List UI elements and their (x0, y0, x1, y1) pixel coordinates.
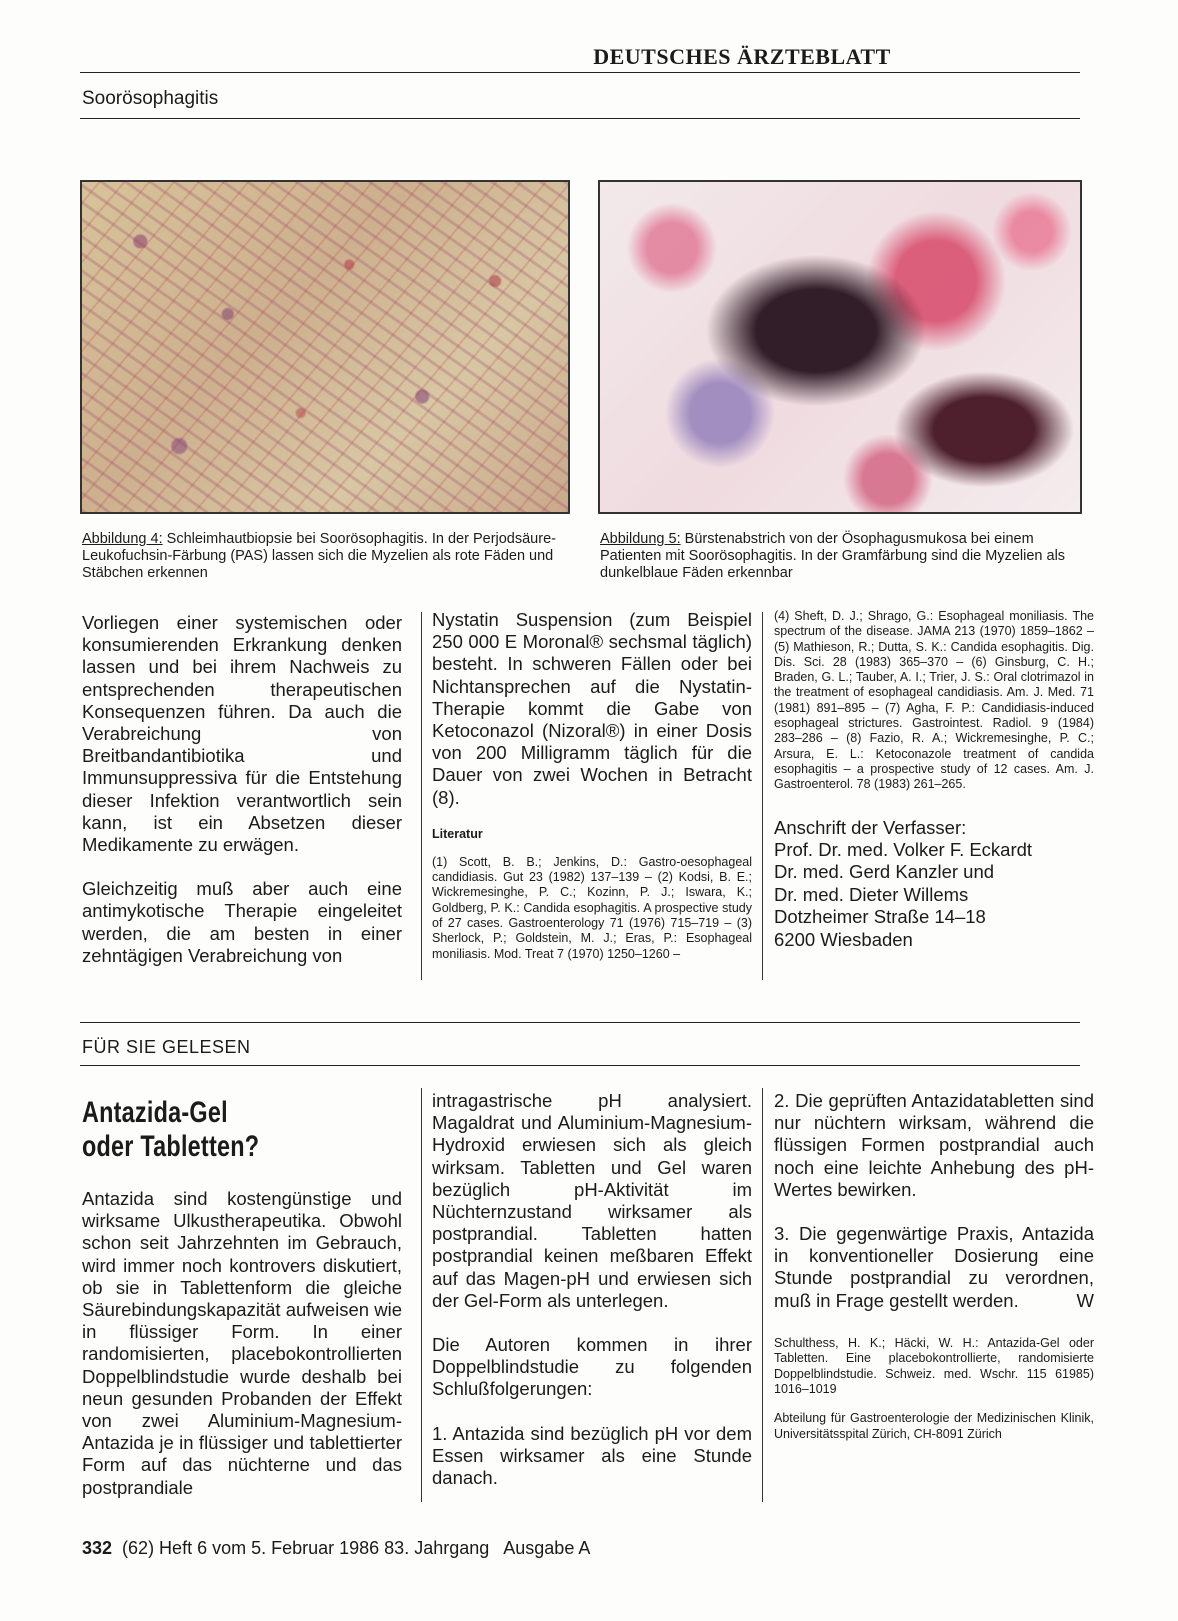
article1-col1-paragraph-2: Gleichzeitig muß aber auch eine antimykotische Therapie eingeleitet werden, die am besten in einer zehntägigen Verabreichung von (82, 878, 402, 966)
address-line: Anschrift der Verfasser: (774, 816, 967, 838)
page-number: 332 (82, 1538, 113, 1558)
article2-col1-paragraph-1: Antazida sind kostengünstige und wirksame Ulkustherapeutika. Obwohl schon seit Jahrzehnten im Gebrauch, wird immer noch kontrovers diskutiert, ob sie in Tablettenform die gleiche Säurebindungskapazität aufweisen wie in flüssiger Form. In einer randomisierten, placebokontrollierten Doppelblindstudie wurde deshalb bei neun gesunden Probanden der Effekt von zwei Aluminium-Magnesium-Antazida je in flüssiger und tablettierter Form auf das nüchterne und das postprandiale (82, 1188, 402, 1498)
literature-heading: Literatur (432, 826, 483, 841)
author-signature: W (1076, 1289, 1094, 1311)
article1-col2-paragraph-1: Nystatin Suspension (zum Beispiel 250 000 E Moronal® sechsmal täglich) besteht. In schweren Fällen oder bei Nichtansprechen auf die Nystatin-Therapie kommt die Gabe von Ketoconazol (Nizoral®) in einer Dosis von 200 Milligramm täglich für die Dauer von zwei Wochen in Betracht (8). (432, 609, 752, 808)
article2-column-2 (432, 1090, 752, 1489)
column-divider (421, 1088, 422, 1502)
headline-line-1: Antazida-Gel (82, 1096, 228, 1129)
rubric-title: FÜR SIE GELESEN (82, 1037, 251, 1057)
journal-title: DEUTSCHES ÄRZTEBLATT (593, 44, 891, 69)
article1-col1-paragraph-1: Vorliegen einer systemischen oder konsumierenden Erkrankung denken lassen und bei ihrem Nachweis zu entsprechenden therapeutischen Konsequenzen führen. Da auch die Verabreichung von Breitbandantibiotika und Immunsuppressiva für die Entstehung dieser Infektion verantwortlich sein kann, ist ein Absetzen dieser Medikamente zu erwägen. (82, 612, 402, 856)
article1-column-2 (432, 609, 752, 962)
column-divider (421, 612, 422, 980)
section-title: Soorösophagitis (82, 88, 219, 109)
article2-col3-paragraph-2: 3. Die gegenwärtige Praxis, Antazida in konventioneller Dosierung eine Stunde postprandial zu verordnen, muß in Frage gestellt werden. (774, 1223, 1094, 1311)
header-rule-bottom (80, 118, 1080, 119)
rubric-rule-bottom (80, 1065, 1080, 1066)
figure-4-label: Abbildung 4: (82, 531, 163, 547)
article2-col2-paragraph-1: intragastrische pH analysiert. Magaldrat und Aluminium-Magnesium-Hydroxid erwiesen sich als gleich wirksam. Tabletten und Gel waren bezüglich pH-Aktivität im Nüchternzustand wirksamer als postprandial. Tabletten hatten postprandial keinen meßbaren Effekt auf das Magen-pH und erwiesen sich der Gel-Form als unterlegen. (432, 1090, 752, 1311)
rubric-rule-top (80, 1022, 1080, 1023)
column-divider (762, 1088, 763, 1502)
author-address (774, 817, 1094, 951)
article1-column-1 (82, 612, 402, 967)
article2-col2-paragraph-3: 1. Antazida sind bezüglich pH vor dem Essen wirksamer als eine Stunde danach. (432, 1422, 752, 1489)
address-line: Dotzheimer Straße 14–18 (774, 906, 986, 928)
address-line: Dr. med. Dieter Willems (774, 883, 969, 905)
address-line: 6200 Wiesbaden (774, 928, 913, 950)
figure-5-caption (600, 531, 1090, 582)
address-line: Prof. Dr. med. Volker F. Eckardt (774, 838, 1033, 860)
issue-info: (62) Heft 6 vom 5. Februar 1986 83. Jahrgang Ausgabe A (122, 1538, 591, 1558)
figure-4-caption (82, 531, 582, 582)
article-headline (82, 1096, 332, 1164)
header-rule-top (80, 72, 1080, 73)
article2-column-3 (774, 1090, 1094, 1442)
figure-4-image (80, 180, 570, 514)
figure-5-label: Abbildung 5: (600, 531, 681, 547)
figure-4-text: Schleimhautbiopsie bei Soorösophagitis. In der Perjodsäure-Leukofuchsin-Färbung (PAS) lassen sich die Myzelien als rote Fäden und Stäbchen erkennen (82, 531, 556, 581)
article2-col2-paragraph-2: Die Autoren kommen in ihrer Doppelblindstudie zu folgenden Schlußfolgerungen: (432, 1334, 752, 1400)
address-line: Dr. med. Gerd Kanzler und (774, 861, 995, 883)
page-footer (82, 1538, 590, 1559)
article2-column-1 (82, 1096, 402, 1499)
article2-affiliation: Abteilung für Gastroenterologie der Medizinischen Klinik, Universitätsspital Zürich, CH-8091 Zürich (774, 1411, 1094, 1441)
article1-column-3 (774, 609, 1094, 951)
figure-5-text: Bürstenabstrich von der Ösophagusmukosa bei einem Patienten mit Soorösophagitis. In der Gramfärbung sind die Myzelien als dunkelblaue Fäden erkennbar (600, 531, 1066, 581)
column-divider (762, 612, 763, 980)
article2-col3-paragraph-1: 2. Die geprüften Antazidatabletten sind nur nüchtern wirksam, während die flüssigen Formen postprandial auch noch eine leichte Anhebung des pH-Wertes bewirken. (774, 1090, 1094, 1200)
literature-list-part-2: (4) Sheft, D. J.; Shrago, G.: Esophageal moniliasis. The spectrum of the disease. JAMA 213 (1970) 1859–1862 – (5) Mathieson, R.; Dutta, S. K.: Candida esophagitis. Dig. Dis. Sci. 28 (1983) 365–370 – (6) Ginsburg, C. H.; Braden, G. L.; Tauber, A. I.; Trier, J. S.: Oral clotrimazol in the treatment of esophageal candidiasis. Am. J. Med. 71 (1981) 891–895 – (7) Agha, F. P.: Candidiasis-induced esophageal strictures. Gastrointest. Radiol. 9 (1984) 283–286 – (8) Fazio, R. A.; Wickremesinghe, P. C.; Arsura, E. L.: Ketoconazole treatment of candida esophagitis – a prospective study of 12 cases. Am. J. Gastroenterol. 78 (1983) 261–265. (774, 609, 1094, 792)
figure-5-image (598, 180, 1082, 514)
article2-reference: Schulthess, H. K.; Häcki, W. H.: Antazida-Gel oder Tabletten. Eine placebokontrollierte, randomisierte Doppelblindstudie. Schweiz. med. Wschr. 115 61985) 1016–1019 (774, 1336, 1094, 1396)
literature-list-part-1: (1) Scott, B. B.; Jenkins, D.: Gastro-oesophageal candidiasis. Gut 23 (1982) 137–139 – (2) Kodsi, B. E.; Wickremesinghe, P. C.; Kozinn, P. J.; Iswara, K.; Goldberg, P. K.: Candida esophagitis. A prospective study of 27 cases. Gastroenterology 71 (1976) 715–719 – (3) Sherlock, P.; Goldstein, M. J.; Eras, P.: Esophageal moniliasis. Mod. Treat 7 (1970) 1250–1260 – (432, 854, 752, 961)
headline-line-2: oder Tabletten? (82, 1130, 260, 1163)
